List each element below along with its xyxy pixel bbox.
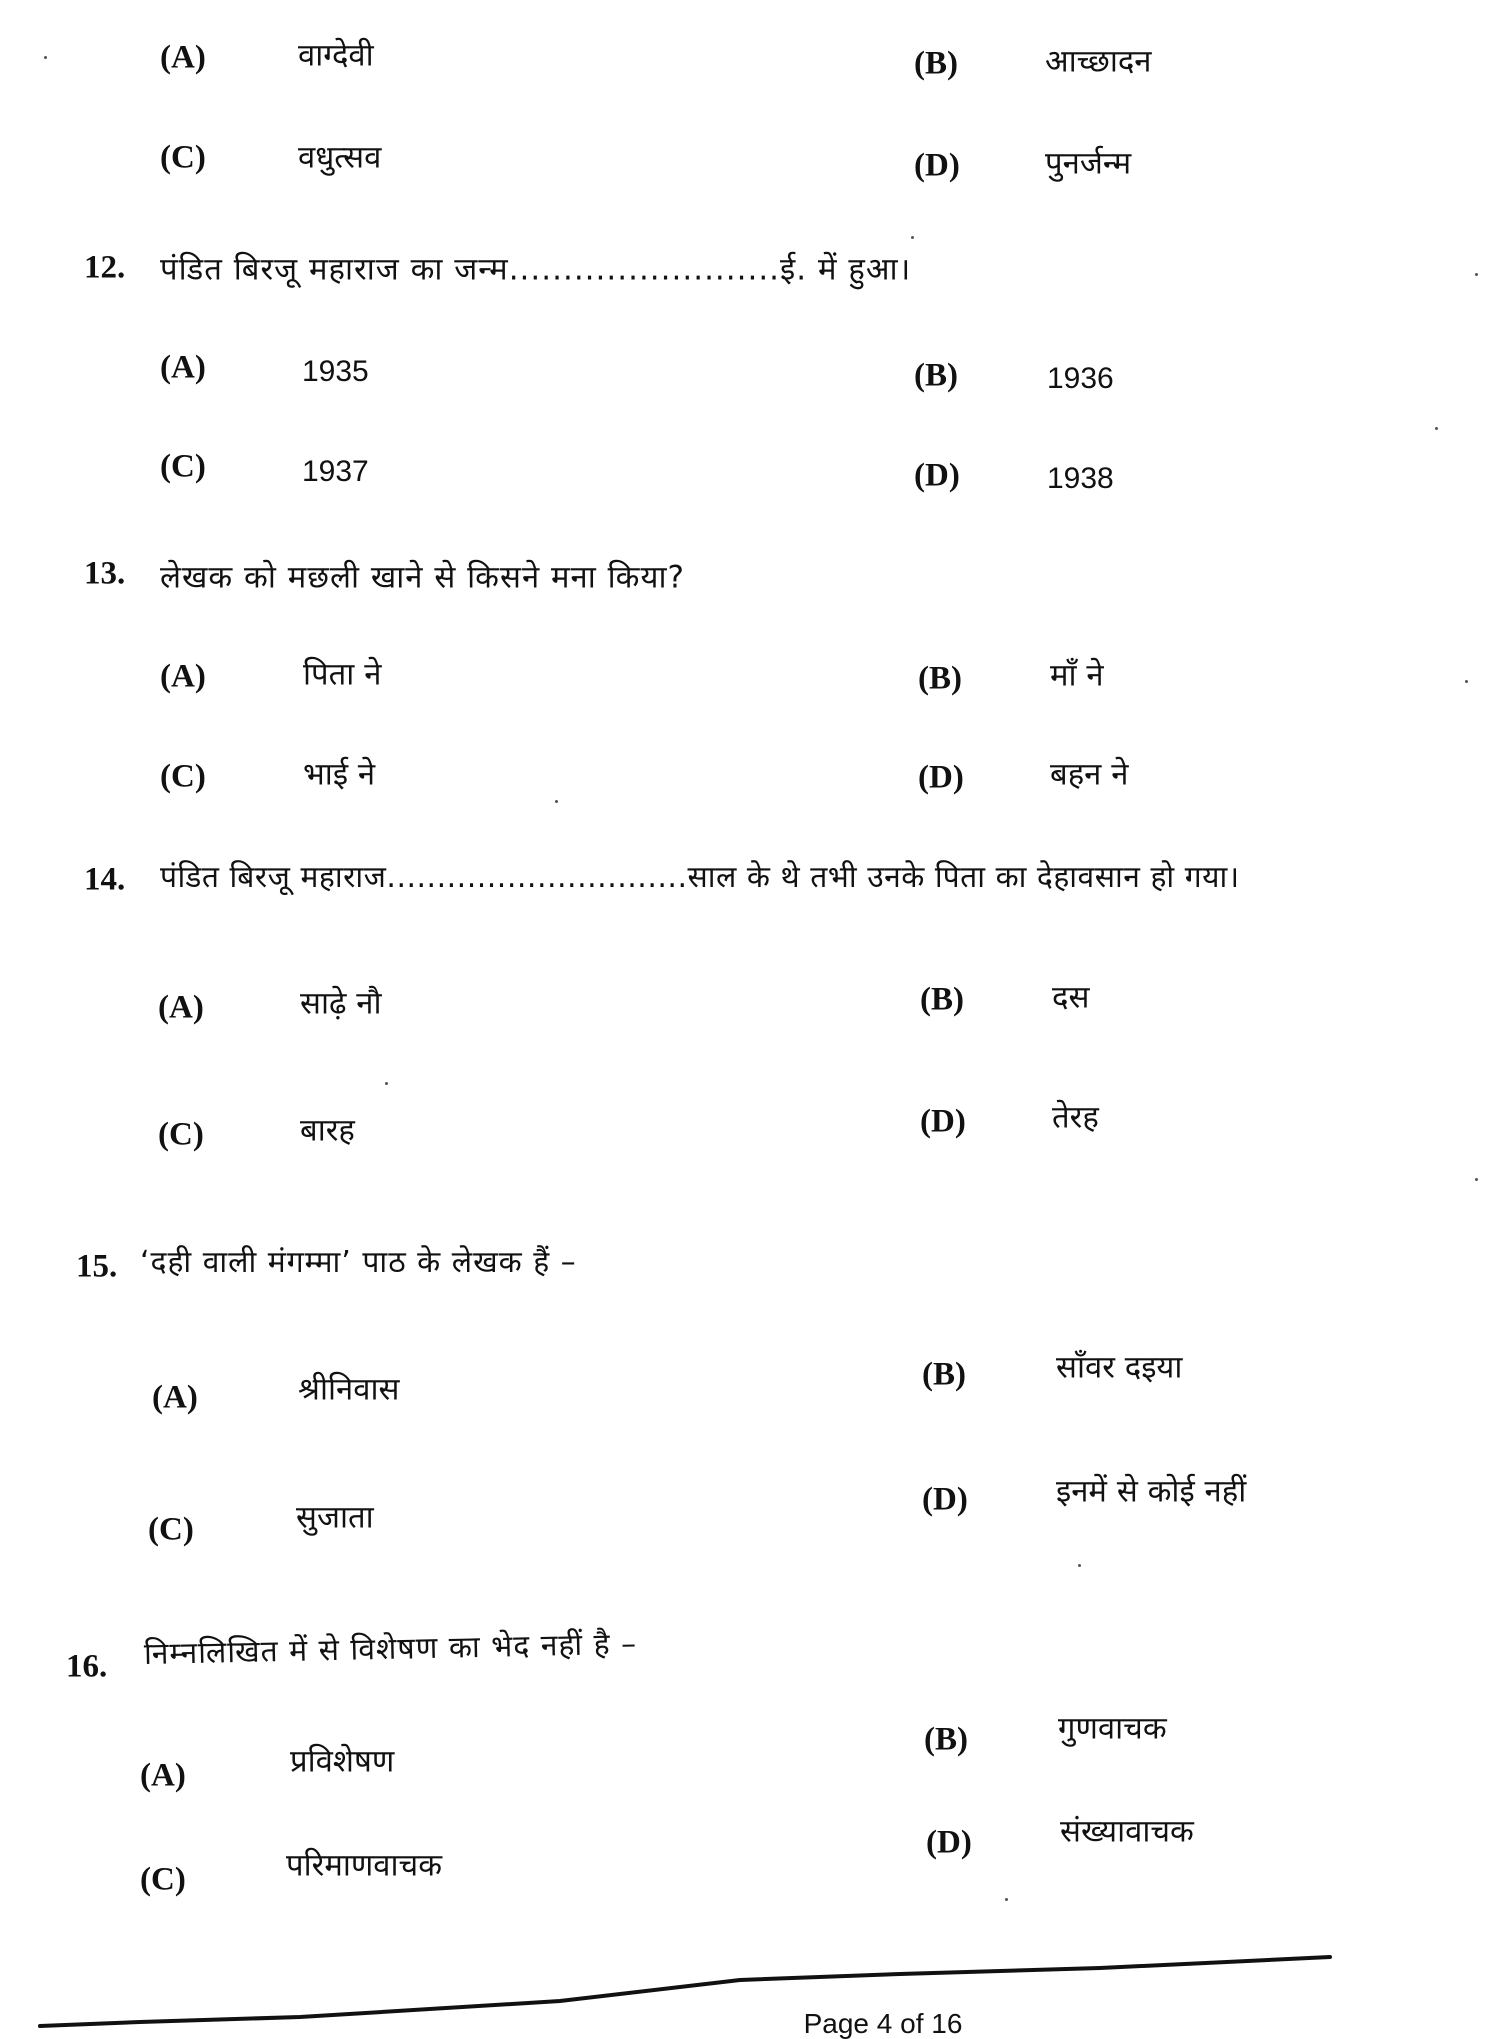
option-text-b: माँ ने: [1050, 657, 1104, 694]
option-text-a: प्रविशेषण: [290, 1743, 395, 1780]
option-text-b: 1936: [1047, 362, 1114, 395]
scan-speck: [555, 800, 558, 803]
option-text-d: संख्यावाचक: [1060, 1813, 1194, 1850]
option-label-c: (C): [148, 1511, 194, 1548]
option-text-a: 1935: [302, 355, 369, 388]
option-text-c: 1937: [302, 455, 369, 488]
scan-speck: [385, 1082, 388, 1085]
option-text-d: पुनर्जन्म: [1045, 145, 1132, 182]
option-label-d: (D): [922, 1481, 968, 1518]
option-label-a: (A): [152, 1379, 198, 1416]
option-text-a: साढ़े नौ: [300, 985, 382, 1022]
option-text-b: गुणवाचक: [1058, 1710, 1167, 1747]
option-label-c: (C): [160, 448, 206, 485]
scan-speck: [1465, 680, 1468, 683]
option-text-c: परिमाणवाचक: [286, 1847, 443, 1884]
option-text-b: आच्छादन: [1045, 43, 1152, 80]
option-label-b: (B): [920, 981, 964, 1018]
option-label-b: (B): [914, 45, 958, 82]
option-text-d: इनमें से कोई नहीं: [1056, 1473, 1247, 1510]
option-text-a: वाग्देवी: [298, 37, 374, 74]
option-label-c: (C): [140, 1861, 186, 1898]
option-label-b: (B): [922, 1356, 966, 1393]
question-number: 12.: [84, 249, 126, 286]
question-stem: लेखक को मछली खाने से किसने मना किया?: [160, 559, 685, 596]
option-label-b: (B): [914, 357, 958, 394]
option-label-a: (A): [160, 349, 206, 386]
question-stem: ‘दही वाली मंगम्मा’ पाठ के लेखक हैं –: [140, 1245, 577, 1280]
option-label-b: (B): [918, 660, 962, 697]
option-text-d: तेरह: [1052, 1099, 1099, 1136]
option-text-a: श्रीनिवास: [298, 1371, 400, 1408]
option-label-a: (A): [140, 1757, 186, 1794]
option-text-b: साँवर दइया: [1056, 1349, 1183, 1386]
question-number: 16.: [66, 1648, 108, 1685]
option-text-c: वधुत्सव: [298, 139, 382, 176]
option-text-c: सुजाता: [296, 1499, 374, 1536]
option-label-d: (D): [914, 147, 960, 184]
option-label-c: (C): [160, 758, 206, 795]
option-label-c: (C): [158, 1116, 204, 1153]
scan-speck: [1078, 1564, 1081, 1567]
scan-speck: [1475, 1178, 1478, 1181]
page-number: Page 4 of 16: [803, 2008, 963, 2039]
option-text-c: भाई ने: [303, 756, 376, 793]
option-text-d: बहन ने: [1050, 756, 1129, 793]
option-text-a: पिता ने: [303, 656, 382, 693]
option-label-a: (A): [158, 989, 204, 1026]
question-stem: पंडित बिरजू महाराज..............................साल के थे तभी उनके पिता का देहावसान हो गया।: [160, 860, 1240, 895]
scan-speck: [1435, 427, 1438, 430]
option-label-a: (A): [160, 658, 206, 695]
option-text-b: दस: [1052, 979, 1090, 1016]
option-label-d: (D): [914, 457, 960, 494]
option-label-b: (B): [924, 1721, 968, 1758]
question-stem: पंडित बिरजू महाराज का जन्म.........................ई. में हुआ।: [160, 251, 912, 288]
question-stem: निम्नलिखित में से विशेषण का भेद नहीं है –: [143, 1626, 638, 1672]
option-text-c: बारह: [300, 1112, 355, 1149]
question-number: 13.: [84, 555, 126, 592]
scan-speck: [911, 236, 914, 239]
option-text-d: 1938: [1047, 462, 1114, 495]
option-label-d: (D): [918, 759, 964, 796]
question-number: 15.: [76, 1248, 118, 1285]
option-label-d: (D): [926, 1824, 972, 1861]
scan-speck: [1005, 1898, 1008, 1901]
scan-speck: [44, 56, 47, 59]
question-number: 14.: [84, 861, 126, 898]
option-label-a: (A): [160, 39, 206, 76]
scan-speck: [1475, 273, 1478, 276]
option-label-d: (D): [920, 1103, 966, 1140]
option-label-c: (C): [160, 139, 206, 176]
